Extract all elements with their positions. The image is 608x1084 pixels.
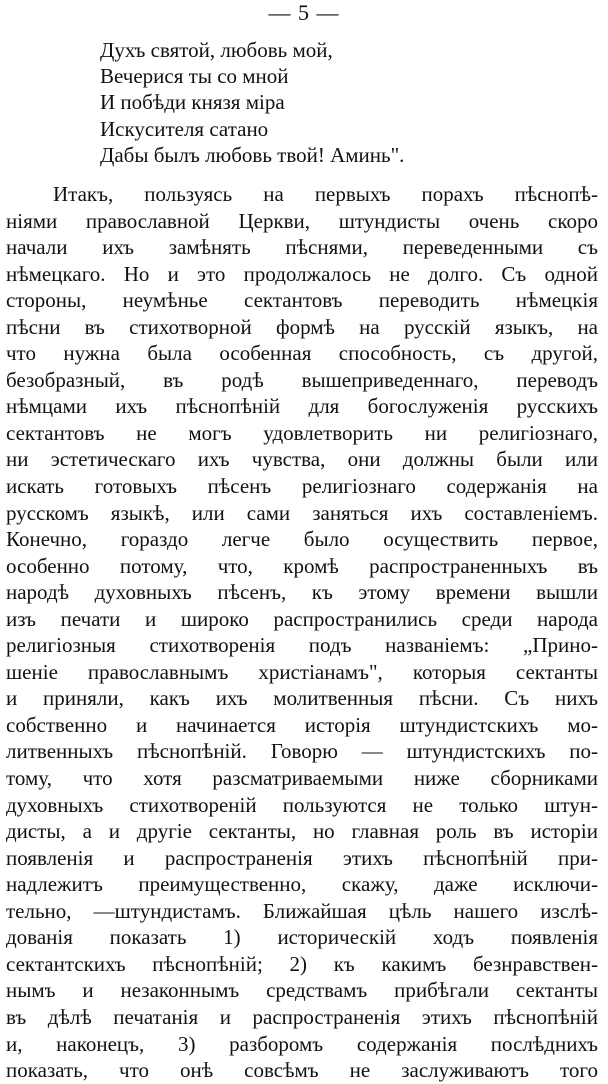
paragraph-line: въ дѣлѣ печатанія и распространенія этихъ пѣснопѣній bbox=[6, 1004, 598, 1029]
paragraph-line: надлежитъ преимущественно, скажу, даже исключи- bbox=[6, 872, 598, 897]
paragraph-line: собственно и начинается исторія штундистскихъ мо- bbox=[6, 712, 598, 737]
paragraph-line: ніями православной Церкви, штундисты очень скоро bbox=[6, 208, 598, 233]
paragraph-line: Конечно, гораздо легче было осуществить первое, bbox=[6, 527, 598, 552]
paragraph-line: шеніе православнымъ христіанамъ", которыя сектанты bbox=[6, 659, 598, 684]
paragraph-line: и, наконецъ, 3) разборомъ содержанія послѣднихъ bbox=[6, 1031, 598, 1056]
paragraph-line: начали ихъ замѣнять пѣснями, переведенными съ bbox=[6, 235, 598, 260]
verse-line: Искусителя сатано bbox=[100, 116, 269, 141]
paragraph-line: Итакъ, пользуясь на первыхъ порахъ пѣснопѣ- bbox=[53, 182, 598, 206]
paragraph-line: русскомъ языкѣ, или сами заняться ихъ составленіемъ. bbox=[6, 500, 598, 525]
paragraph-line: искать готовыхъ пѣсенъ религіознаго содержанія на bbox=[6, 474, 598, 499]
paragraph-line: нымъ и незаконнымъ средствамъ прибѣгали сектанты bbox=[6, 978, 598, 1003]
verse-line: Вечерися ты со мной bbox=[100, 64, 289, 89]
verse-block bbox=[100, 37, 580, 168]
paragraph-line: тельно, —штундистамъ. Ближайшая цѣль нашего изслѣ- bbox=[6, 898, 598, 923]
paragraph-line: литвенныхъ пѣснопѣній. Говорю — штундистскихъ по- bbox=[6, 739, 598, 764]
paragraph-line: изъ печати и широко распространились среди народа bbox=[6, 606, 598, 631]
paragraph-line: нѣмцами ихъ пѣснопѣній для богослуженія русскихъ bbox=[6, 394, 598, 419]
paragraph-line: ни эстетическаго ихъ чувства, они должны были или bbox=[6, 447, 598, 472]
verse-line: Дабы былъ любовь твой! Аминь". bbox=[100, 142, 405, 167]
paragraph-line: безобразный, въ родѣ вышеприведеннаго, переводъ bbox=[6, 367, 598, 392]
paragraph-line: появленія и распространенія этихъ пѣснопѣній при- bbox=[6, 845, 598, 870]
paragraph-line: дованія показать 1) историческій ходъ появленія bbox=[6, 925, 598, 950]
paragraph-line: народѣ духовныхъ пѣсенъ, къ этому времени вышли bbox=[6, 580, 598, 605]
paragraph-line: сектантскихъ пѣснопѣній; 2) къ какимъ безнравствен- bbox=[6, 951, 598, 976]
paragraph-line: религіозныя стихотворенія подъ названіемъ: „Прино- bbox=[6, 633, 598, 658]
paragraph-line: дисты, а и другіе сектанты, но главная роль въ исторіи bbox=[6, 819, 598, 844]
paragraph-line: стороны, неумѣнье сектантовъ переводить нѣмецкія bbox=[6, 288, 598, 313]
paragraph-line: нѣмецкаго. Но и это продолжалось не долго. Съ одной bbox=[6, 261, 598, 286]
paragraph-line: что нужна была особенная способность, съ другой, bbox=[6, 341, 598, 366]
paragraph-line: тому, что хотя разсматриваемыми ниже сборниками bbox=[6, 766, 598, 791]
page-number: — 5 — bbox=[268, 0, 340, 25]
body-paragraph bbox=[6, 181, 598, 1084]
verse-line: Духъ святой, любовь мой, bbox=[100, 38, 333, 62]
paragraph-line: сектантовъ не могъ удовлетворить ни религіознаго, bbox=[6, 420, 598, 445]
paragraph-line: и приняли, какъ ихъ молитвенныя пѣсни. Съ нихъ bbox=[6, 686, 598, 711]
paragraph-line: особенно потому, что, кромѣ распространенныхъ въ bbox=[6, 553, 598, 578]
paragraph-line: показать, что онѣ совсѣмъ не заслуживаютъ того bbox=[6, 1058, 598, 1083]
verse-line: И побѣди князя міра bbox=[100, 90, 285, 115]
paragraph-line: духовныхъ стихотвореній пользуются не только штун- bbox=[6, 792, 598, 817]
paragraph-line: пѣсни въ стихотворной формѣ на русскій языкъ, на bbox=[6, 314, 598, 339]
